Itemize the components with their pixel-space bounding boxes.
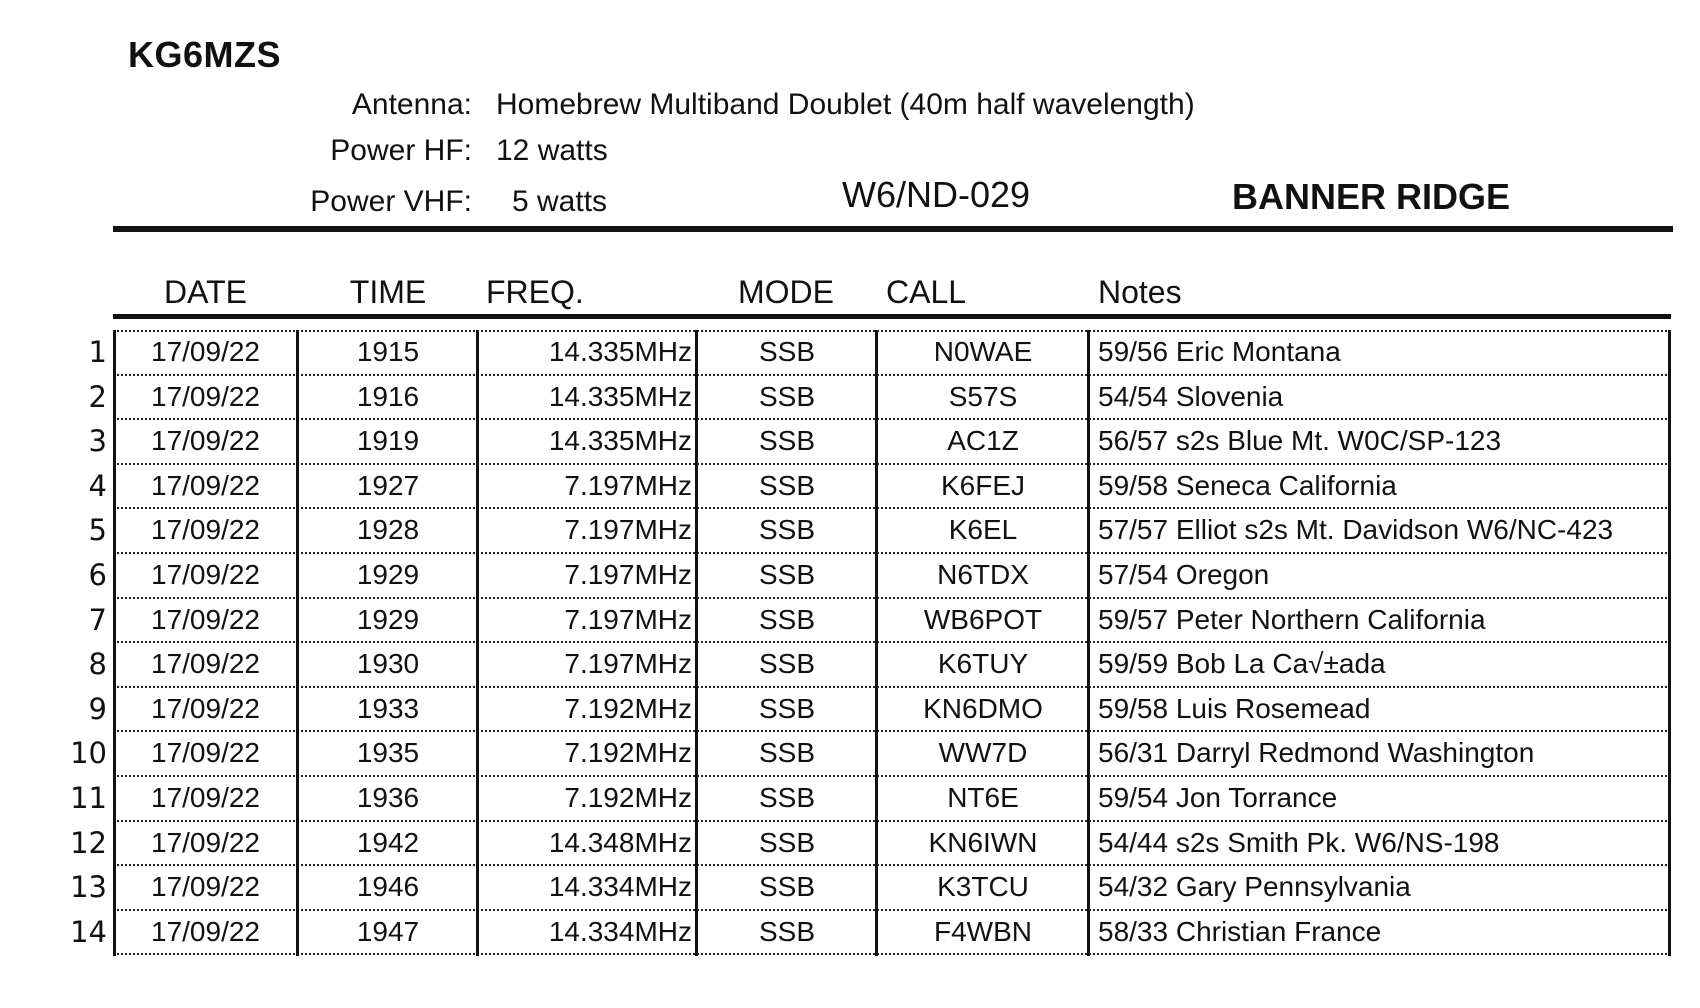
date-cell: 17/09/22 [151, 737, 260, 769]
callsign-cell: N6TDX [937, 558, 1029, 590]
table-row [0, 419, 1700, 464]
row-number: 10 [70, 736, 107, 771]
column-header-call: CALL [886, 274, 967, 310]
callsign-cell: AC1Z [947, 425, 1019, 457]
column-header-date: DATE [164, 274, 247, 310]
column-divider [695, 330, 698, 956]
row-number: 13 [70, 870, 107, 905]
notes-cell: 54/44 s2s Smith Pk. W6/NS-198 [1098, 826, 1500, 858]
mode-cell: SSB [758, 469, 816, 501]
table-border-right [1668, 330, 1671, 956]
time-cell: 1928 [356, 514, 420, 546]
notes-cell: 59/58 Seneca California [1098, 469, 1397, 501]
table-row [0, 687, 1700, 732]
time-cell: 1947 [356, 915, 420, 947]
frequency-cell: 14.335MHz [548, 336, 692, 367]
mode-cell: SSB [758, 915, 816, 947]
row-number: 8 [88, 647, 107, 682]
summit-reference: W6/ND-029 [842, 174, 1031, 215]
mode-cell: SSB [758, 380, 816, 412]
power-vhf-value: 5 watts [512, 185, 608, 218]
row-number: 9 [88, 691, 107, 726]
notes-cell: 56/57 s2s Blue Mt. W0C/SP-123 [1098, 425, 1502, 457]
date-cell: 17/09/22 [151, 826, 260, 858]
date-cell: 17/09/22 [151, 603, 260, 635]
row-number: 4 [88, 468, 107, 503]
notes-cell: 59/57 Peter Northern California [1098, 603, 1486, 635]
date-cell: 17/09/22 [151, 781, 260, 813]
time-cell: 1930 [356, 648, 420, 680]
date-cell: 17/09/22 [151, 648, 260, 680]
mode-cell: SSB [758, 648, 816, 680]
notes-cell: 54/54 Slovenia [1098, 380, 1284, 412]
notes-cell: 59/58 Luis Rosemead [1098, 692, 1371, 724]
notes-cell: 57/54 Oregon [1098, 558, 1270, 590]
column-header-time: TIME [349, 274, 427, 310]
mode-cell: SSB [758, 737, 816, 769]
frequency-cell: 7.197MHz [564, 469, 692, 501]
callsign-cell: K6TUY [937, 648, 1029, 680]
time-cell: 1929 [356, 603, 420, 635]
table-top-divider [113, 314, 1671, 319]
callsign-cell: WB6POT [923, 603, 1043, 635]
row-number: 7 [88, 602, 107, 637]
date-cell: 17/09/22 [151, 558, 260, 590]
header-divider [113, 226, 1673, 232]
frequency-cell: 7.197MHz [564, 558, 692, 590]
power-hf-value: 12 watts [496, 134, 608, 167]
date-cell: 17/09/22 [151, 380, 260, 412]
column-divider [476, 330, 479, 956]
mode-cell: SSB [758, 558, 816, 590]
log-table-body [0, 330, 1700, 954]
frequency-cell: 7.197MHz [564, 603, 692, 635]
date-cell: 17/09/22 [151, 469, 260, 501]
time-cell: 1946 [356, 871, 420, 903]
column-header-freq: FREQ. [486, 274, 584, 310]
callsign-cell: KN6IWN [928, 826, 1038, 858]
frequency-cell: 14.334MHz [548, 915, 692, 947]
time-cell: 1942 [356, 826, 420, 858]
notes-cell: 59/56 Eric Montana [1098, 336, 1341, 367]
time-cell: 1935 [356, 737, 420, 769]
frequency-cell: 7.192MHz [564, 692, 692, 724]
frequency-cell: 14.335MHz [548, 380, 692, 412]
callsign-cell: F4WBN [934, 915, 1032, 947]
table-row [0, 375, 1700, 420]
row-number: 1 [88, 335, 107, 369]
table-row [0, 821, 1700, 866]
mode-cell: SSB [758, 781, 816, 813]
row-divider [113, 953, 1671, 955]
table-row [0, 731, 1700, 776]
table-row [0, 776, 1700, 821]
mode-cell: SSB [758, 603, 816, 635]
mode-cell: SSB [758, 514, 816, 546]
callsign-cell: N0WAE [933, 336, 1033, 367]
date-cell: 17/09/22 [151, 871, 260, 903]
time-cell: 1915 [356, 336, 420, 367]
notes-cell: 59/54 Jon Torrance [1098, 781, 1338, 813]
column-divider [1087, 330, 1090, 956]
frequency-cell: 7.197MHz [564, 514, 692, 546]
frequency-cell: 14.348MHz [548, 826, 692, 858]
date-cell: 17/09/22 [151, 336, 260, 367]
notes-cell: 59/59 Bob La Ca√±ada [1098, 648, 1386, 680]
row-number: 14 [70, 914, 107, 949]
callsign-cell: WW7D [938, 737, 1028, 769]
table-row [0, 464, 1700, 509]
row-number: 5 [88, 513, 107, 548]
power-hf-label: Power HF: [330, 134, 472, 167]
notes-cell: 57/57 Elliot s2s Mt. Davidson W6/NC-423 [1098, 514, 1614, 546]
date-cell: 17/09/22 [151, 692, 260, 724]
notes-cell: 54/32 Gary Pennsylvania [1098, 871, 1411, 903]
time-cell: 1929 [356, 558, 420, 590]
mode-cell: SSB [758, 336, 816, 367]
mode-cell: SSB [758, 425, 816, 457]
column-header-mode: MODE [738, 274, 834, 310]
callsign-cell: K3TCU [937, 871, 1029, 903]
time-cell: 1933 [356, 692, 420, 724]
table-row [0, 642, 1700, 687]
table-border-left [113, 330, 116, 956]
notes-cell: 58/33 Christian France [1098, 915, 1382, 947]
power-vhf-label: Power VHF: [310, 185, 472, 218]
table-row [0, 910, 1700, 955]
frequency-cell: 14.334MHz [548, 871, 692, 903]
row-number: 6 [88, 557, 107, 592]
row-number: 3 [88, 424, 107, 459]
column-divider [875, 330, 878, 956]
table-row [0, 865, 1700, 910]
frequency-cell: 7.192MHz [564, 737, 692, 769]
frequency-cell: 14.335MHz [548, 425, 692, 457]
summit-name: BANNER RIDGE [1232, 176, 1511, 217]
date-cell: 17/09/22 [151, 425, 260, 457]
callsign-cell: S57S [948, 380, 1018, 412]
time-cell: 1919 [356, 425, 420, 457]
notes-cell: 56/31 Darryl Redmond Washington [1098, 737, 1535, 769]
callsign-cell: K6EL [948, 514, 1018, 546]
mode-cell: SSB [758, 871, 816, 903]
table-row [0, 508, 1700, 553]
callsign-cell: NT6E [947, 781, 1019, 813]
table-row [0, 598, 1700, 643]
row-number: 2 [88, 379, 107, 414]
frequency-cell: 7.192MHz [564, 781, 692, 813]
row-number: 11 [70, 780, 107, 815]
date-cell: 17/09/22 [151, 915, 260, 947]
callsign-cell: KN6DMO [923, 692, 1043, 724]
table-row [0, 553, 1700, 598]
table-row [0, 330, 1700, 375]
time-cell: 1916 [356, 380, 420, 412]
antenna-label: Antenna: [351, 88, 472, 121]
callsign-cell: K6FEJ [940, 469, 1026, 501]
station-callsign: KG6MZS [128, 34, 282, 75]
mode-cell: SSB [758, 692, 816, 724]
column-header-notes: Notes [1098, 274, 1182, 310]
date-cell: 17/09/22 [151, 514, 260, 546]
row-number: 12 [70, 825, 107, 860]
frequency-cell: 7.197MHz [564, 648, 692, 680]
mode-cell: SSB [758, 826, 816, 858]
time-cell: 1936 [356, 781, 420, 813]
time-cell: 1927 [356, 469, 420, 501]
column-divider [296, 330, 299, 956]
antenna-value: Homebrew Multiband Doublet (40m half wavelength) [496, 88, 1195, 121]
